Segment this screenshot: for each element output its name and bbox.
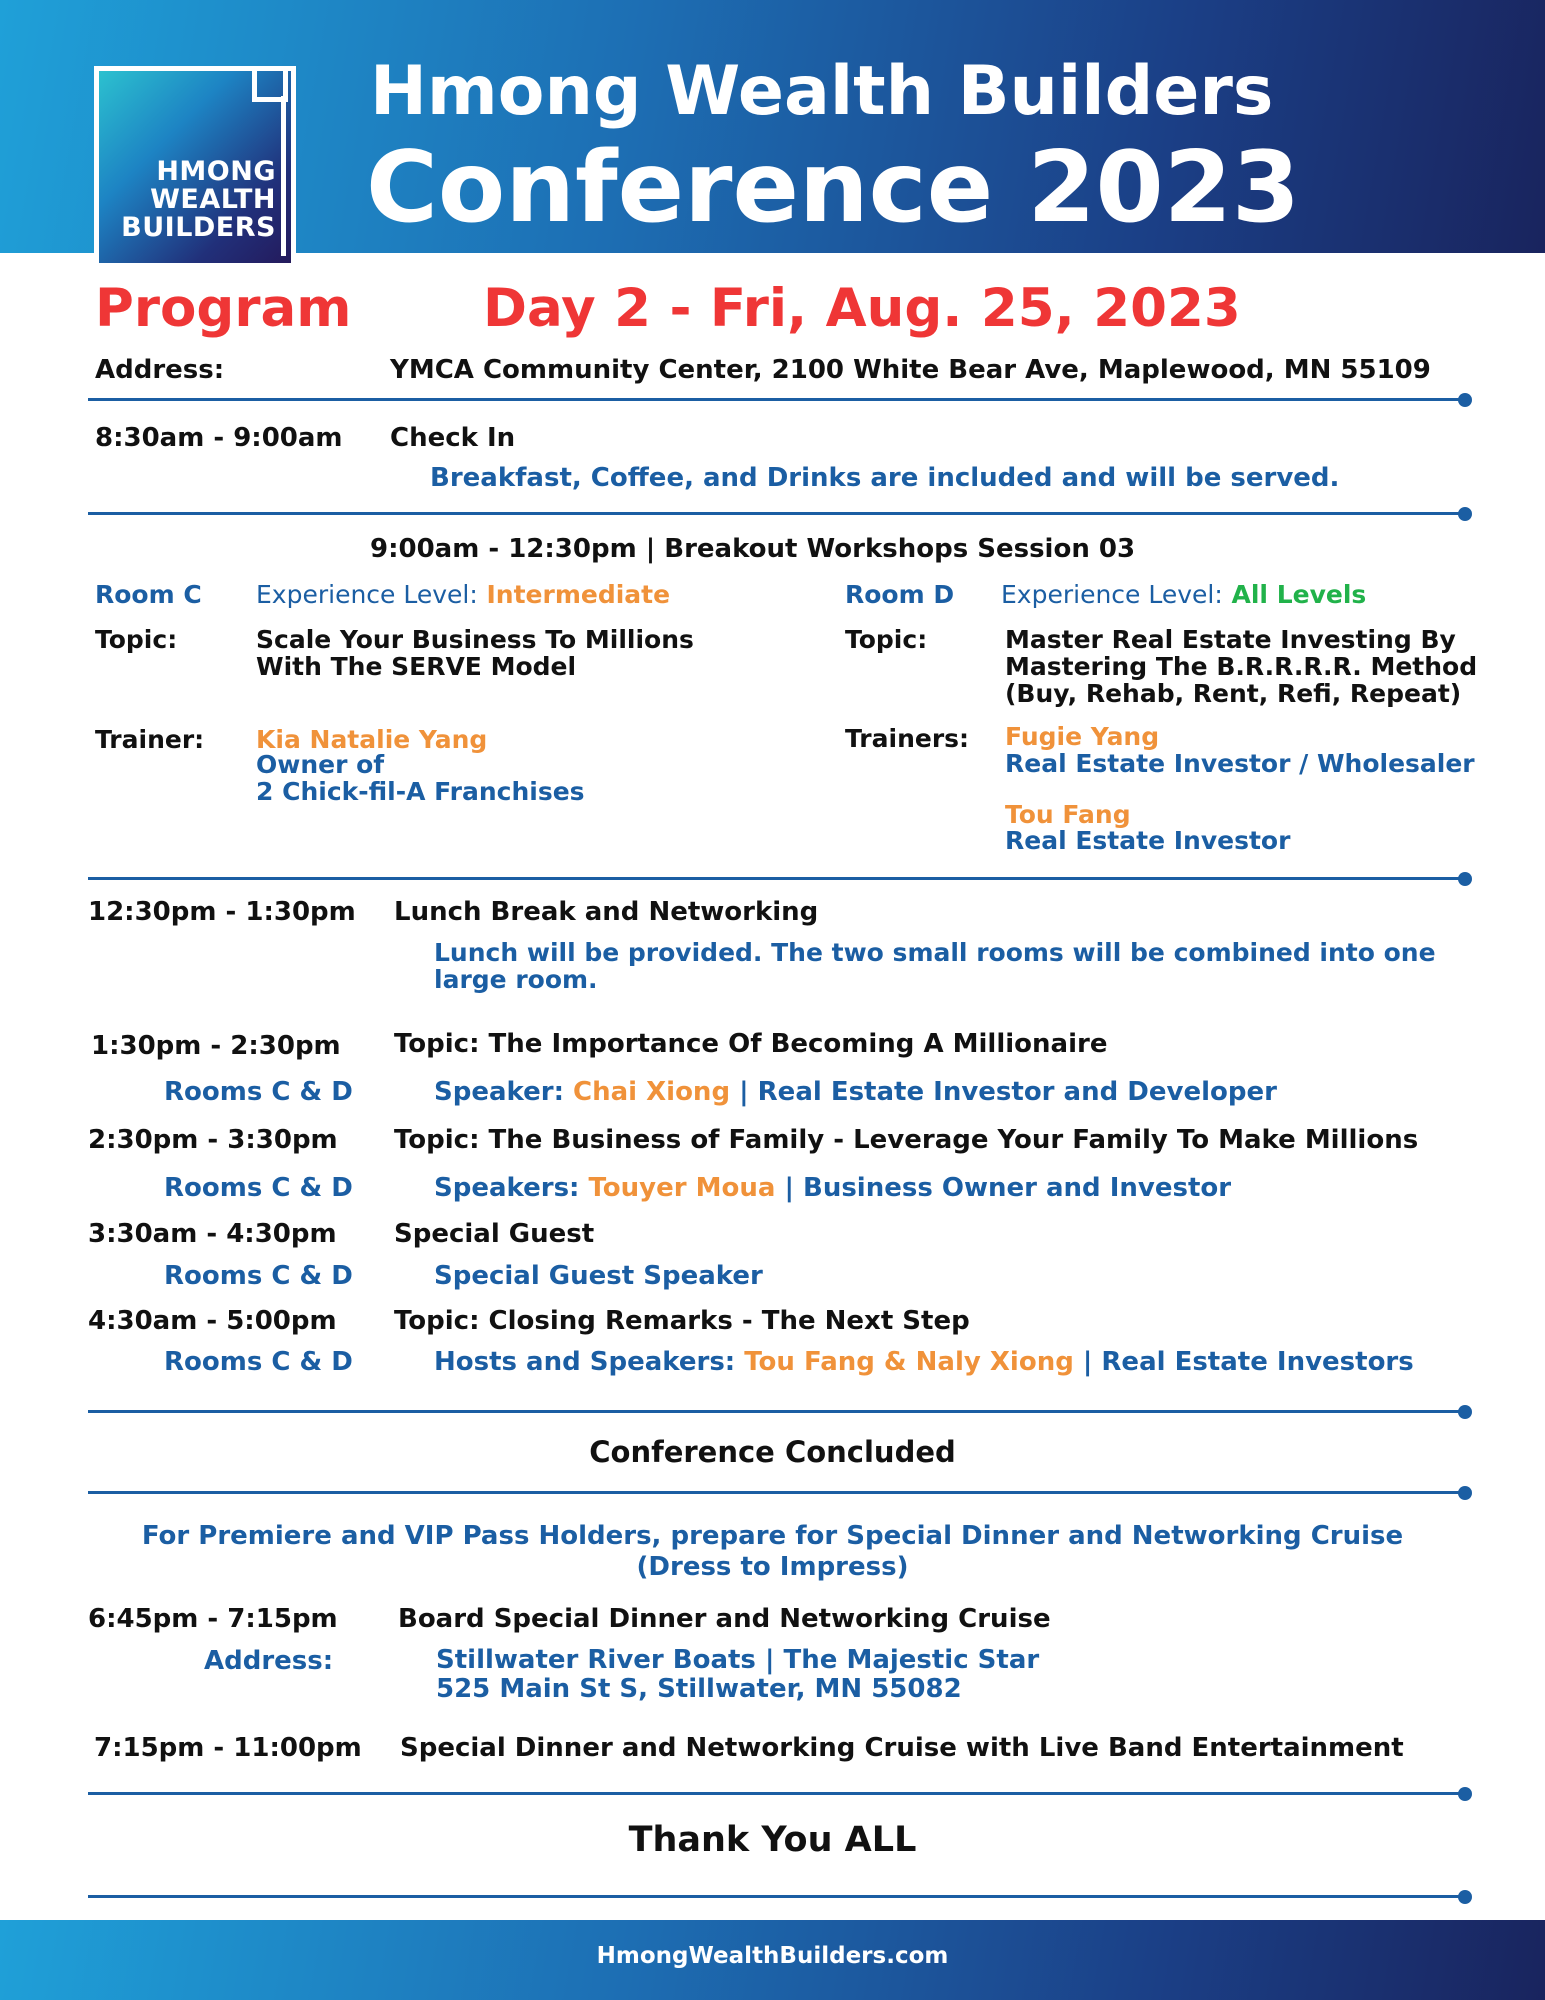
room-d-topic-label: Topic: xyxy=(845,625,928,654)
session-time: 2:30pm - 3:30pm xyxy=(88,1125,338,1155)
room-d-level: Experience Level: All Levels xyxy=(1001,580,1367,609)
address-label: Address: xyxy=(95,355,225,385)
title-line-2: Conference 2023 xyxy=(366,131,1301,245)
room-d-trainer2-name: Tou Fang xyxy=(1005,800,1131,829)
session-room: Rooms C & D xyxy=(164,1347,353,1377)
footer-website-link[interactable]: HmongWealthBuilders.com xyxy=(596,1943,949,1969)
vip-note: For Premiere and VIP Pass Holders, prepare for Special Dinner and Networking Cruise (Dress to Impress) xyxy=(141,1521,1404,1582)
cruise-time-2: 7:15pm - 11:00pm xyxy=(94,1733,362,1763)
checkin-note: Breakfast, Coffee, and Drinks are included and will be served. xyxy=(430,463,1340,493)
session-title: Topic: The Importance Of Becoming A Millionaire xyxy=(394,1029,1108,1059)
room-c-trainer-label: Trainer: xyxy=(95,725,205,754)
lunch-title: Lunch Break and Networking xyxy=(394,897,819,927)
conference-concluded: Conference Concluded xyxy=(589,1435,956,1469)
logo xyxy=(94,66,296,268)
checkin-title: Check In xyxy=(390,423,516,453)
divider xyxy=(88,398,1466,401)
room-d-trainer2-desc: Real Estate Investor xyxy=(1005,826,1291,855)
session-time: 1:30pm - 2:30pm xyxy=(91,1031,341,1061)
session-room: Rooms C & D xyxy=(164,1173,353,1203)
session-room: Rooms C & D xyxy=(164,1077,353,1107)
cruise-title: Board Special Dinner and Networking Cruise xyxy=(398,1604,1051,1634)
lunch-note: Lunch will be provided. The two small rooms will be combined into one large room. xyxy=(434,938,1436,994)
session-title: Special Guest xyxy=(394,1219,595,1249)
program-label: Program xyxy=(95,278,352,339)
footer-banner xyxy=(0,1920,1545,2000)
session-time: 3:30am - 4:30pm xyxy=(88,1219,337,1249)
session-speaker: Speakers: Touyer Moua | Business Owner and Investor xyxy=(434,1173,1232,1203)
room-d-trainer1-desc: Real Estate Investor / Wholesaler xyxy=(1005,749,1475,778)
session-time: 4:30am - 5:00pm xyxy=(88,1306,337,1336)
cruise-address-label: Address: xyxy=(204,1646,334,1676)
session-speaker: Speaker: Chai Xiong | Real Estate Investor and Developer xyxy=(434,1077,1277,1107)
room-d-label: Room D xyxy=(845,580,955,609)
room-c-trainer-desc: Owner of 2 Chick-fil-A Franchises xyxy=(256,750,585,806)
divider xyxy=(88,877,1466,880)
room-d-topic: Master Real Estate Investing By Mastering The B.R.R.R.R. Method (Buy, Rehab, Rent, Refi, Repeat) xyxy=(1005,625,1478,708)
cruise-time: 6:45pm - 7:15pm xyxy=(88,1604,338,1634)
session-room: Rooms C & D xyxy=(164,1261,353,1291)
room-d-trainer-label: Trainers: xyxy=(845,724,970,753)
divider xyxy=(88,1895,1466,1898)
room-c-topic-label: Topic: xyxy=(95,625,178,654)
session-speaker: Hosts and Speakers: Tou Fang & Naly Xiong | Real Estate Investors xyxy=(434,1347,1414,1377)
title-line-1: Hmong Wealth Builders xyxy=(370,52,1274,131)
cruise-address: Stillwater River Boats | The Majestic Star 525 Main St S, Stillwater, MN 55082 xyxy=(436,1645,1040,1704)
divider xyxy=(88,1792,1466,1795)
checkin-time: 8:30am - 9:00am xyxy=(95,423,343,453)
address-value: YMCA Community Center, 2100 White Bear Ave, Maplewood, MN 55109 xyxy=(390,355,1431,385)
logo-text: HMONG WEALTH BUILDERS xyxy=(121,156,276,243)
room-d-trainer1-name: Fugie Yang xyxy=(1005,722,1160,751)
session-title: Topic: The Business of Family - Leverage Your Family To Make Millions xyxy=(394,1125,1419,1155)
room-c-label: Room C xyxy=(95,580,202,609)
thank-you: Thank You ALL xyxy=(628,1820,917,1860)
room-c-level: Experience Level: Intermediate xyxy=(256,580,671,609)
divider xyxy=(88,1410,1466,1413)
divider xyxy=(88,512,1466,515)
session-title: Topic: Closing Remarks - The Next Step xyxy=(394,1306,970,1336)
program-day: Day 2 - Fri, Aug. 25, 2023 xyxy=(483,278,1241,339)
room-c-topic: Scale Your Business To Millions With The SERVE Model xyxy=(256,625,694,681)
cruise-title-2: Special Dinner and Networking Cruise with Live Band Entertainment xyxy=(400,1733,1404,1763)
breakout-heading: 9:00am - 12:30pm | Breakout Workshops Session 03 xyxy=(370,534,1136,564)
room-c-trainer-name: Kia Natalie Yang xyxy=(256,725,488,754)
divider xyxy=(88,1491,1466,1494)
lunch-time: 12:30pm - 1:30pm xyxy=(88,897,356,927)
session-speaker: Special Guest Speaker xyxy=(434,1261,763,1291)
